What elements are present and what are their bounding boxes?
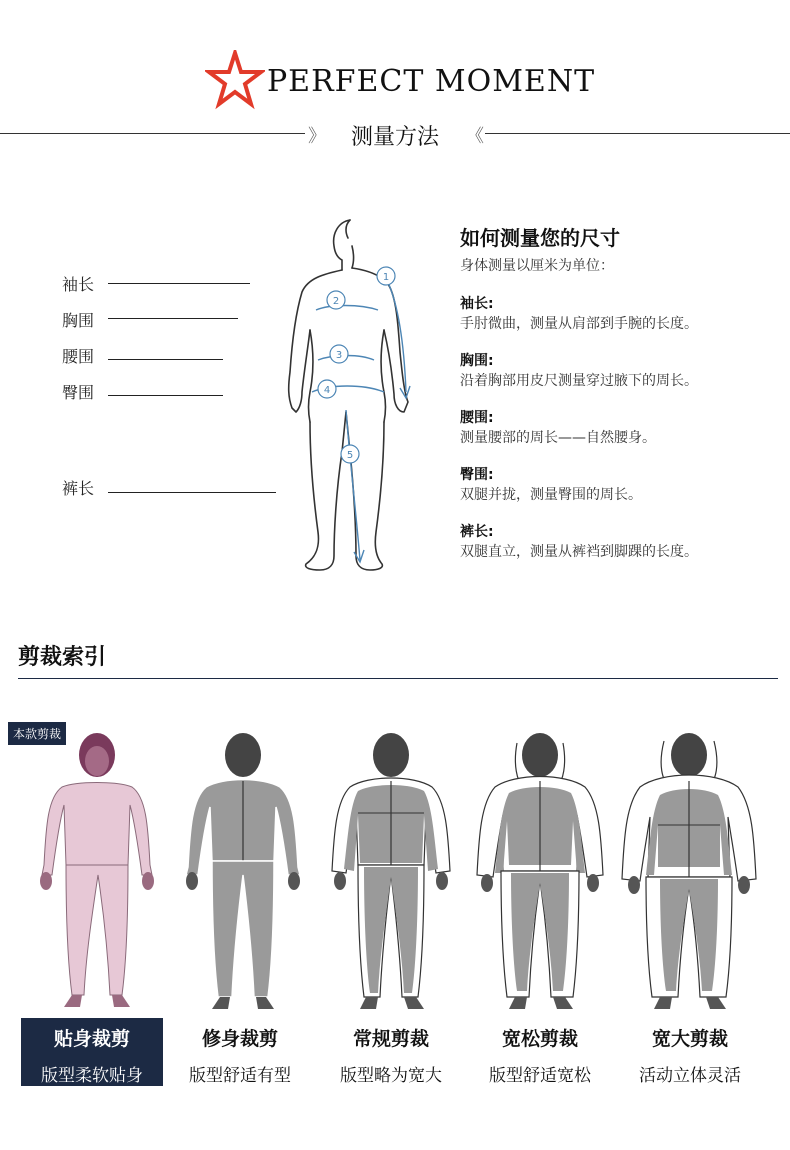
info-term: 臀围: bbox=[460, 467, 494, 483]
measurement-info bbox=[460, 222, 780, 580]
leader-line-waist bbox=[108, 359, 223, 360]
cut-caption-oversized[interactable] bbox=[619, 1018, 761, 1086]
cut-name: 宽松剪裁 bbox=[501, 1028, 578, 1050]
marker-5: 5 bbox=[346, 450, 354, 461]
label-hip: 臀围 bbox=[62, 383, 95, 402]
cut-figure-oversized[interactable] bbox=[614, 725, 764, 1015]
cut-figure-slim[interactable] bbox=[168, 725, 318, 1015]
info-subtitle: 身体测量以厘米为单位： bbox=[460, 258, 614, 274]
info-term: 袖长: bbox=[460, 296, 494, 312]
info-term: 腰围: bbox=[460, 410, 494, 426]
method-title-bar bbox=[0, 118, 790, 152]
body-measurement-figure bbox=[280, 212, 430, 577]
leader-line-sleeve bbox=[108, 283, 250, 284]
info-desc: 测量腰部的周长——自然腰身。 bbox=[460, 430, 656, 446]
marker-1: 1 bbox=[382, 272, 390, 283]
info-item-waist bbox=[460, 409, 780, 448]
divider-right bbox=[485, 133, 790, 134]
star-logo-icon bbox=[205, 50, 265, 110]
cut-caption-relaxed[interactable] bbox=[469, 1018, 611, 1086]
cut-figure-skin-tight[interactable] bbox=[22, 725, 172, 1015]
label-chest: 胸围 bbox=[62, 311, 95, 330]
cut-name: 常规剪裁 bbox=[352, 1028, 429, 1050]
method-title: 测量方法 bbox=[350, 125, 439, 150]
cut-caption-slim[interactable] bbox=[169, 1018, 311, 1086]
leader-line-inseam bbox=[108, 492, 276, 493]
current-cut-badge: 本款剪裁 bbox=[8, 722, 66, 745]
cut-name: 修身裁剪 bbox=[201, 1028, 278, 1050]
marker-2: 2 bbox=[332, 296, 340, 307]
cut-figure-relaxed[interactable] bbox=[465, 725, 615, 1015]
leader-line-chest bbox=[108, 318, 238, 319]
leader-line-hip bbox=[108, 395, 223, 396]
info-desc: 双腿直立，测量从裤裆到脚踝的长度。 bbox=[460, 544, 698, 560]
info-item-chest bbox=[460, 352, 780, 391]
cut-figure-regular[interactable] bbox=[316, 725, 466, 1015]
marker-4: 4 bbox=[323, 385, 331, 396]
brand-logo bbox=[205, 50, 605, 110]
cut-desc: 版型舒适有型 bbox=[189, 1066, 291, 1086]
label-inseam: 裤长 bbox=[62, 479, 95, 498]
brand-name: PERFECT MOMENT bbox=[267, 64, 596, 99]
info-term: 裤长: bbox=[460, 524, 494, 540]
info-title: 如何测量您的尺寸 bbox=[460, 226, 620, 250]
info-item-hip bbox=[460, 466, 780, 505]
cut-desc: 版型略为宽大 bbox=[340, 1066, 442, 1086]
info-item-inseam bbox=[460, 523, 780, 562]
info-desc: 双腿并拢，测量臀围的周长。 bbox=[460, 487, 642, 503]
marker-3: 3 bbox=[335, 350, 343, 361]
cut-desc: 活动立体灵活 bbox=[639, 1066, 741, 1086]
cut-desc: 版型柔软贴身 bbox=[41, 1066, 143, 1086]
cut-name: 宽大剪裁 bbox=[651, 1028, 728, 1050]
cut-index-divider bbox=[18, 678, 778, 679]
cut-name: 贴身裁剪 bbox=[53, 1028, 130, 1050]
chevron-right-icon: 》 bbox=[308, 126, 326, 147]
info-item-sleeve bbox=[460, 295, 780, 334]
label-waist: 腰围 bbox=[62, 347, 95, 366]
measurement-arrows bbox=[312, 278, 410, 562]
info-desc: 手肘微曲，测量从肩部到手腕的长度。 bbox=[460, 316, 698, 332]
chevron-left-icon: 《 bbox=[466, 126, 484, 147]
cut-desc: 版型舒适宽松 bbox=[489, 1066, 591, 1086]
label-sleeve: 袖长 bbox=[62, 275, 95, 294]
cut-caption-skin-tight[interactable] bbox=[21, 1018, 163, 1086]
cut-caption-regular[interactable] bbox=[320, 1018, 462, 1086]
info-term: 胸围: bbox=[460, 353, 494, 369]
cut-index-title: 剪裁索引 bbox=[18, 645, 107, 670]
info-desc: 沿着胸部用皮尺测量穿过腋下的周长。 bbox=[460, 373, 698, 389]
